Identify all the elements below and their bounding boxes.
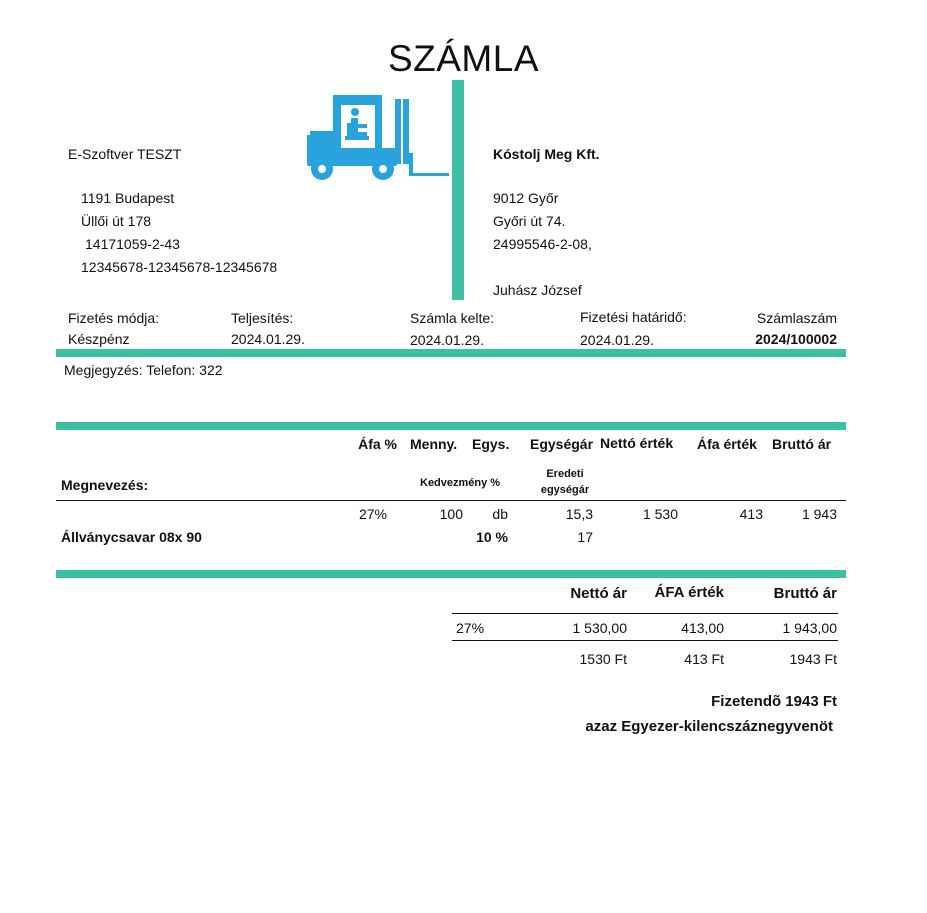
summary-total-rule bbox=[452, 640, 838, 641]
buyer-contact: Juhász József bbox=[493, 282, 582, 298]
note: Megjegyzés: Telefon: 322 bbox=[64, 362, 223, 378]
summary-vat-header: ÁFA érték bbox=[654, 584, 724, 601]
buyer-name: Kóstolj Meg Kft. bbox=[493, 146, 600, 162]
items-header-rule bbox=[56, 500, 846, 501]
item-discount: 10 % bbox=[476, 529, 508, 545]
total-net: 1530 Ft bbox=[579, 651, 627, 667]
summary-net-header: Nettó ár bbox=[570, 585, 627, 602]
total-gross: 1943 Ft bbox=[789, 651, 837, 667]
col-qty: Menny. bbox=[410, 436, 458, 452]
invoice-title: SZÁMLA bbox=[387, 38, 540, 79]
col-name: Megnevezés: bbox=[61, 477, 149, 493]
summary-gross: 1 943,00 bbox=[782, 620, 837, 636]
payable-in-words: azaz Egyezer-kilencszáznegyvenöt bbox=[585, 718, 833, 735]
col-orig-unit-price-1: Eredeti bbox=[546, 468, 584, 480]
summary-vat: 413,00 bbox=[681, 620, 724, 636]
col-unit-price: Egységár bbox=[530, 436, 594, 452]
col-gross-price: Bruttó ár bbox=[772, 436, 832, 452]
issue-date-label: Számla kelte: bbox=[410, 310, 495, 326]
col-vat-pct: Áfa % bbox=[358, 436, 397, 452]
item-unit-price: 15,3 bbox=[565, 506, 593, 522]
buyer-tax-id: 24995546-2-08, bbox=[493, 236, 592, 252]
item-net-value: 1 530 bbox=[642, 506, 678, 522]
issue-date: 2024.01.29. bbox=[410, 332, 484, 348]
seller-zip-city: 1191 Budapest bbox=[81, 190, 175, 206]
item-qty: 100 bbox=[439, 506, 463, 522]
due-date: 2024.01.29. bbox=[580, 332, 654, 348]
buyer-zip-city: 9012 Győr bbox=[493, 190, 559, 206]
item-vat-pct: 27% bbox=[358, 506, 387, 522]
buyer-street: Győri út 74. bbox=[493, 213, 566, 229]
payment-method-label: Fizetés módja: bbox=[68, 310, 160, 326]
items-top-divider bbox=[56, 422, 846, 430]
invoice-number-label: Számlaszám bbox=[756, 310, 837, 326]
item-name: Állványcsavar 08x 90 bbox=[61, 529, 202, 545]
item-unit: db bbox=[492, 506, 508, 522]
col-orig-unit-price-2: egységár bbox=[540, 484, 590, 496]
seller-bank-account: 12345678-12345678-12345678 bbox=[81, 259, 278, 275]
payable-amount: Fizetendõ 1943 Ft bbox=[711, 693, 837, 710]
total-vat: 413 Ft bbox=[684, 651, 724, 667]
col-unit: Egys. bbox=[472, 436, 510, 452]
header-divider bbox=[452, 80, 464, 300]
col-discount: Kedvezmény % bbox=[420, 477, 501, 489]
invoice-number: 2024/100002 bbox=[755, 331, 837, 347]
forklift-icon bbox=[305, 93, 450, 183]
seller-name: E-Szoftver TESZT bbox=[68, 146, 182, 162]
payment-method: Készpénz bbox=[68, 331, 130, 347]
col-vat-value: Áfa érték bbox=[697, 436, 757, 452]
item-gross-price: 1 943 bbox=[801, 506, 837, 522]
item-vat-value: 413 bbox=[739, 506, 763, 522]
summary-gross-header: Bruttó ár bbox=[773, 585, 837, 602]
col-net-value: Nettó érték bbox=[600, 435, 674, 451]
fulfillment-label: Teljesítés: bbox=[231, 310, 294, 326]
seller-street: Üllői út 178 bbox=[81, 213, 152, 229]
seller-tax-id: 14171059-2-43 bbox=[85, 236, 180, 252]
item-orig-unit-price: 17 bbox=[577, 529, 593, 545]
fulfillment-date: 2024.01.29. bbox=[231, 331, 305, 347]
summary-rate: 27% bbox=[456, 620, 485, 636]
due-date-label: Fizetési határidő: bbox=[580, 309, 687, 325]
summary-header-rule bbox=[452, 613, 838, 614]
items-bottom-divider bbox=[56, 570, 846, 578]
summary-net: 1 530,00 bbox=[572, 620, 627, 636]
meta-divider bbox=[56, 349, 846, 357]
